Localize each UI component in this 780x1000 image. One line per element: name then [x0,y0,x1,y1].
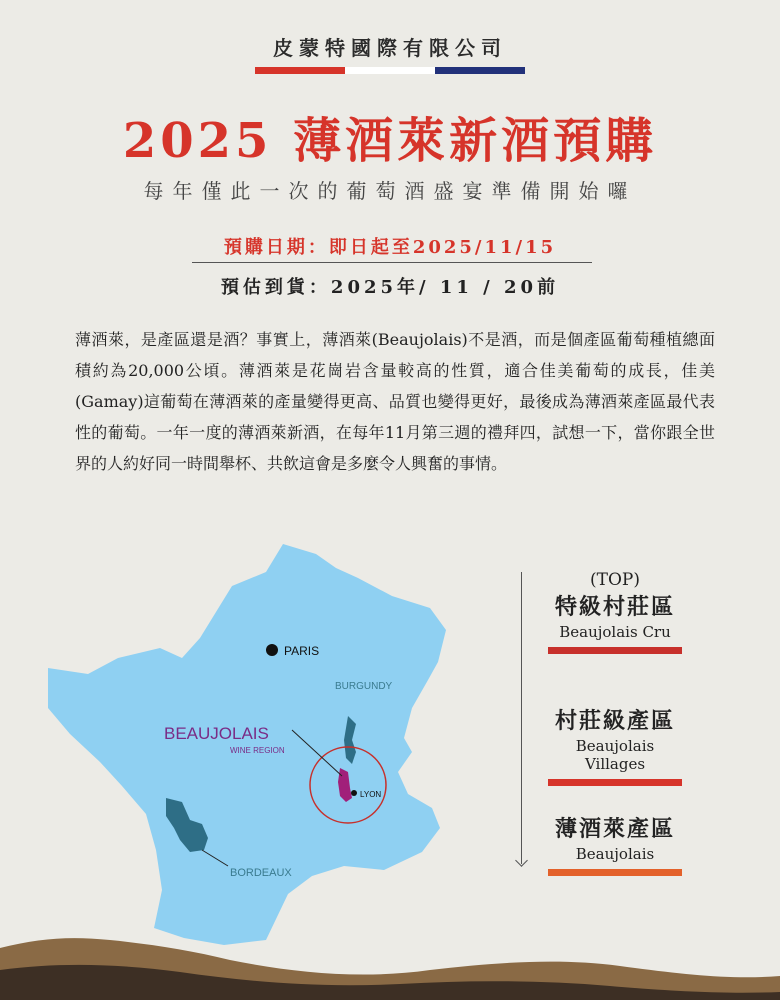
legend-item-villages [548,704,682,786]
top-label: (TOP) [590,570,640,590]
divider [192,262,592,263]
beaujolais-label: BEAUJOLAIS [164,724,269,743]
bordeaux-label: BORDEAUX [230,867,292,879]
legend-en: Beaujolais [575,845,655,863]
arrow-line [521,572,522,864]
legend-item-beaujolais [548,812,682,876]
wine-region-label: WINE REGION [230,746,285,755]
company-name: 皮蒙特國際有限公司 [273,36,507,60]
legend-zh: 特級村莊區 [554,594,675,620]
arrow-down-icon [515,854,528,867]
paris-dot [266,644,278,656]
france-map [40,540,480,960]
legend-en: Beaujolais Villages [575,737,655,773]
hills-landscape [0,910,780,1000]
lyon-label: LYON [360,790,382,799]
page-title: 2025 薄酒萊新酒預購 [122,113,658,169]
flag-bar-white [345,67,435,74]
flag-bar-blue [435,67,525,74]
order-date: 預購日期：即日起至2025/11/15 [223,237,557,258]
legend-item-cru [548,570,682,654]
legend-zh: 薄酒萊產區 [554,816,675,842]
intro-paragraph: 薄酒萊，是產區還是酒？事實上，薄酒萊(Beaujolais)不是酒，而是個產區葡萄種植總面積約為20,000公頃。薄酒萊是花崗岩含量較高的性質，適合佳美葡萄的成長，佳美(Gamay)這葡萄在薄酒萊的產量變得更高、品質也變得更好，最後成為薄酒萊產區最代表性的葡萄。一年一度的薄酒萊新酒，在每年11月第三週的禮拜四，試想一下，當你跟全世界的人約好同一時間舉杯、共飲這會是多麼令人興奮的事情。 [75,330,715,473]
france-shape [48,544,446,945]
arrival-date: 預估到貨：2025年/ 11 / 20前 [220,277,560,298]
flag-bar-red [255,67,345,74]
legend-bar [548,869,682,876]
page-subtitle: 每年僅此一次的葡萄酒盛宴準備開始囉 [143,179,637,203]
legend-bar [548,779,682,786]
legend-en: Beaujolais Cru [559,623,671,641]
burgundy-label: BURGUNDY [335,681,393,692]
legend-zh: 村莊級產區 [554,708,675,734]
lyon-dot [351,790,357,796]
paris-label: PARIS [284,644,320,658]
legend-bar [548,647,682,654]
